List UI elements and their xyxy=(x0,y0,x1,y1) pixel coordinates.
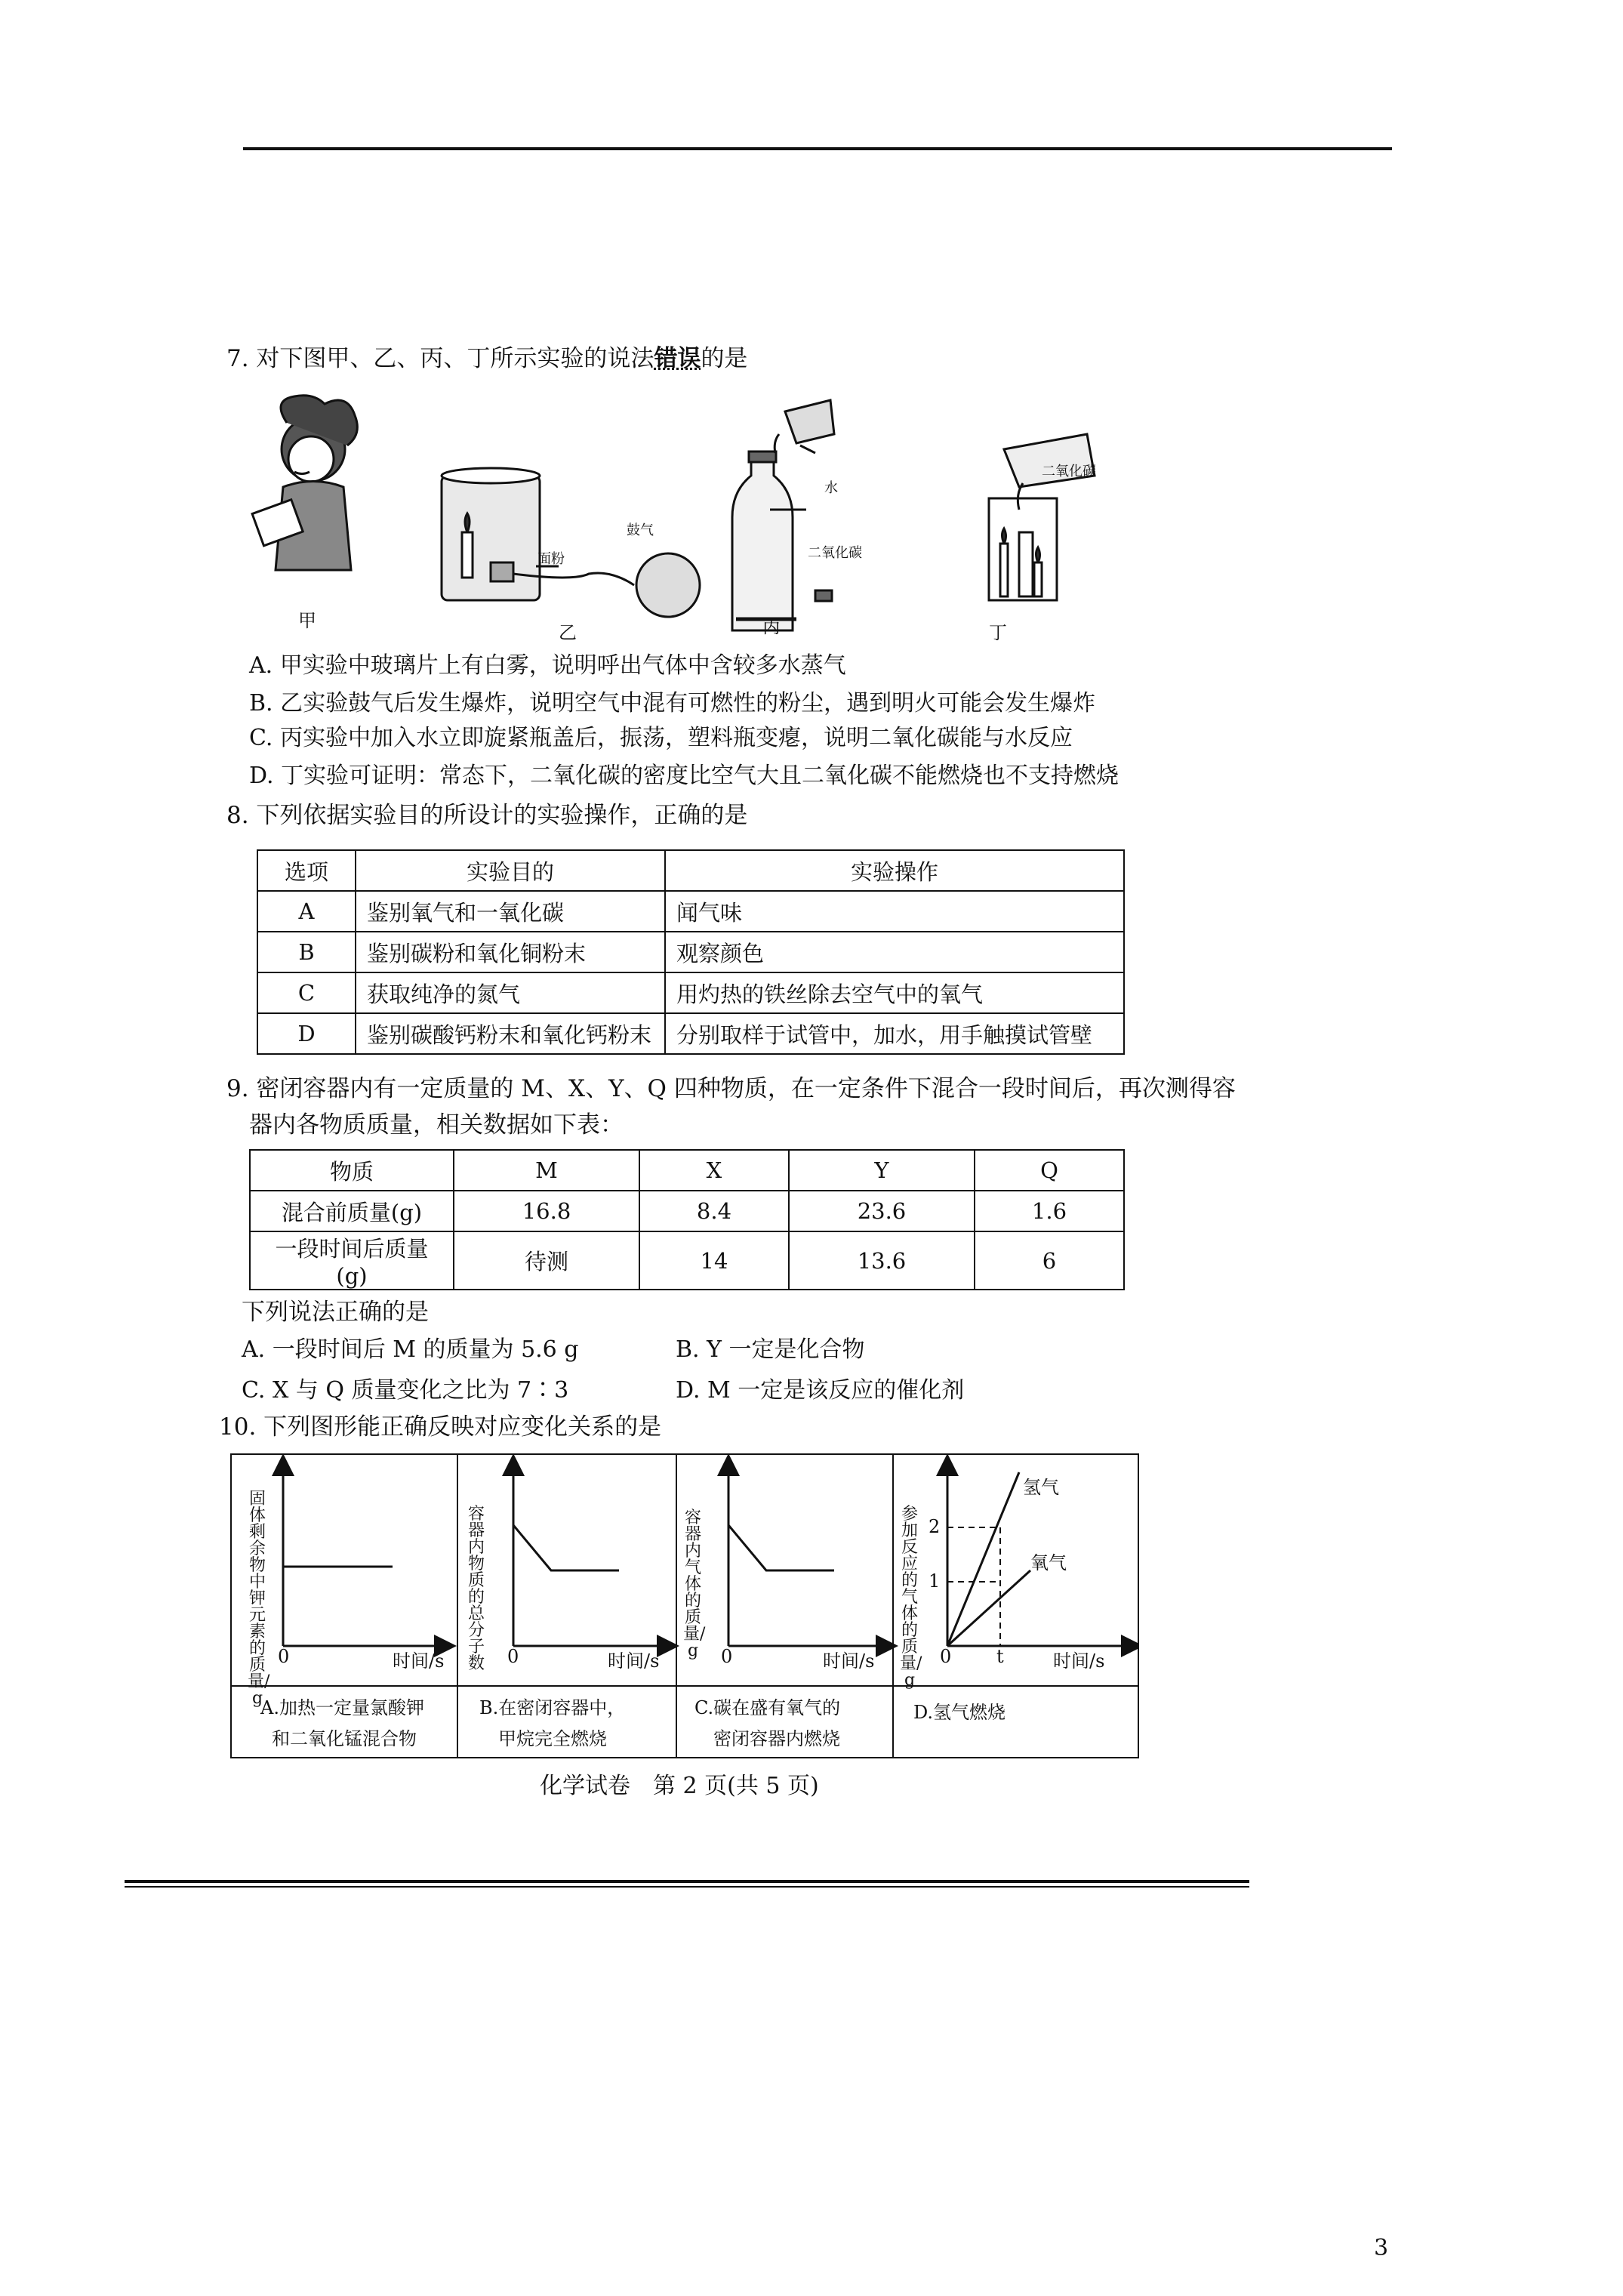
graph-c-ylabel: 容器内气体的质量/g xyxy=(683,1509,706,1660)
table-cell: 实验目的 xyxy=(356,850,665,891)
graph-d-ylabel: 参加反应的气体的质量/g xyxy=(900,1505,922,1690)
table-row xyxy=(257,972,1124,1013)
page-number: 3 xyxy=(1374,2235,1389,2261)
table-cell: D xyxy=(257,1013,356,1054)
graph-c-caption-2: 密闭容器内燃烧 xyxy=(713,1728,840,1749)
graph-c-origin: 0 xyxy=(721,1646,733,1667)
table-header-row xyxy=(250,1150,1124,1191)
figure-yi-dust-explosion xyxy=(442,468,700,617)
table-cell: 一段时间后质量(g) xyxy=(250,1231,454,1290)
table-cell: 分别取样于试管中，加水，用手触摸试管壁 xyxy=(665,1013,1124,1054)
table-cell: 用灼热的铁丝除去空气中的氧气 xyxy=(665,972,1124,1013)
q7-figures xyxy=(242,393,1193,642)
graph-c-line xyxy=(728,1525,834,1570)
graph-a-caption-2: 和二氧化锰混合物 xyxy=(272,1728,417,1749)
table-cell: 选项 xyxy=(257,850,356,891)
graph-d-hydrogen-label: 氢气 xyxy=(1023,1477,1059,1498)
graph-a-caption-1: A.加热一定量氯酸钾 xyxy=(260,1697,424,1718)
graph-b-line xyxy=(513,1525,619,1570)
graph-b-caption-1: B.在密闭容器中， xyxy=(479,1697,626,1718)
q7-stem: 7. 对下图甲、乙、丙、丁所示实验的说法错误的是 xyxy=(226,345,748,372)
table-cell: 混合前质量(g) xyxy=(250,1191,454,1231)
graph-c xyxy=(728,1465,887,1646)
fig-label-yi: 乙 xyxy=(559,622,577,643)
figure-jia-girl xyxy=(252,396,357,570)
table-cell: 观察颜色 xyxy=(665,932,1124,972)
graph-d-origin: 0 xyxy=(940,1646,952,1667)
table-cell: X xyxy=(639,1150,789,1191)
q9-option-d: D. M 一定是该反应的催化剂 xyxy=(676,1377,965,1404)
table-cell: A xyxy=(257,891,356,932)
table-cell: 实验操作 xyxy=(665,850,1124,891)
table-cell: 获取纯净的氮气 xyxy=(356,972,665,1013)
table-cell: B xyxy=(257,932,356,972)
graph-a xyxy=(283,1465,445,1646)
graph-a-xlabel: 时间/s xyxy=(393,1650,445,1672)
q8-stem: 8. 下列依据实验目的所设计的实验操作，正确的是 xyxy=(226,802,748,829)
table-header-row xyxy=(257,850,1124,891)
q9-stem-line1: 9. 密闭容器内有一定质量的 M、X、Y、Q 四种物质，在一定条件下混合一段时间后，再次测得容 xyxy=(226,1075,1236,1102)
table-cell: Q xyxy=(975,1150,1124,1191)
footer-rule xyxy=(125,1880,1249,1883)
table-row xyxy=(257,1013,1124,1054)
label-blow: 鼓气 xyxy=(627,522,654,538)
q9-option-c: C. X 与 Q 质量变化之比为 7∶3 xyxy=(242,1377,569,1404)
graph-d-tick-t: t xyxy=(996,1646,1004,1667)
q9-sub-stem: 下列说法正确的是 xyxy=(242,1299,429,1326)
graph-b-origin: 0 xyxy=(507,1646,519,1667)
q9-stem-line2: 器内各物质质量，相关数据如下表： xyxy=(249,1111,624,1139)
graph-d-ytick-2: 2 xyxy=(929,1516,941,1537)
figure-bing-bottle xyxy=(732,400,834,630)
graph-b-xlabel: 时间/s xyxy=(608,1650,660,1672)
q7-emphasis: 错误 xyxy=(654,345,701,372)
table-cell: 鉴别氧气和一氧化碳 xyxy=(356,891,665,932)
graph-a-origin: 0 xyxy=(278,1646,290,1667)
table-cell: 物质 xyxy=(250,1150,454,1191)
graph-d-ytick-1: 1 xyxy=(929,1570,941,1592)
graph-d-oxygen-label: 氧气 xyxy=(1030,1552,1067,1573)
graph-d-hydrogen-line xyxy=(947,1472,1019,1646)
q7-option-c: C. 丙实验中加入水立即旋紧瓶盖后，振荡，塑料瓶变瘪，说明二氧化碳能与水反应 xyxy=(249,725,1073,751)
header-rule xyxy=(243,147,1392,150)
graph-b xyxy=(513,1465,668,1646)
graph-d-caption-1: D.氢气燃烧 xyxy=(913,1702,1006,1723)
graph-a-ylabel: 固体剩余物中钾元素的质量/g xyxy=(248,1490,270,1708)
table-cell: 6 xyxy=(975,1231,1124,1290)
label-flour: 面粉 xyxy=(537,551,565,567)
table-cell: 鉴别碳粉和氧化铜粉末 xyxy=(356,932,665,972)
fig-label-bing: 丙 xyxy=(762,616,781,637)
table-cell: Y xyxy=(789,1150,975,1191)
q8-table xyxy=(257,849,1125,1055)
q10-stem: 10. 下列图形能正确反映对应变化关系的是 xyxy=(219,1413,662,1441)
q7-option-b: B. 乙实验鼓气后发生爆炸，说明空气中混有可燃性的粉尘，遇到明火可能会发生爆炸 xyxy=(249,690,1096,717)
table-cell: 闻气味 xyxy=(665,891,1124,932)
graph-d-xlabel: 时间/s xyxy=(1053,1650,1105,1672)
table-cell: 鉴别碳酸钙粉末和氧化钙粉末 xyxy=(356,1013,665,1054)
table-cell: 8.4 xyxy=(639,1191,789,1231)
graph-c-caption-1: C.碳在盛有氧气的 xyxy=(694,1697,841,1718)
table-row xyxy=(257,932,1124,972)
table-cell: 16.8 xyxy=(454,1191,639,1231)
table-cell: 13.6 xyxy=(789,1231,975,1290)
table-cell: 1.6 xyxy=(975,1191,1124,1231)
table-cell: 23.6 xyxy=(789,1191,975,1231)
q9-table xyxy=(249,1149,1125,1290)
fig-label-ding: 丁 xyxy=(989,622,1007,643)
footer-rule-thin xyxy=(125,1886,1249,1888)
table-row xyxy=(250,1191,1124,1231)
graph-b-ylabel: 容器内物质的总分子数 xyxy=(467,1505,485,1673)
figure-ding-beaker xyxy=(989,434,1095,600)
label-co2-bottle: 二氧化碳 xyxy=(808,545,862,561)
table-cell: C xyxy=(257,972,356,1013)
table-cell: 14 xyxy=(639,1231,789,1290)
q7-option-a: A. 甲实验中玻璃片上有白雾，说明呼出气体中含较多水蒸气 xyxy=(249,652,846,679)
q7-option-d: D. 丁实验可证明：常态下，二氧化碳的密度比空气大且二氧化碳不能燃烧也不支持燃烧 xyxy=(249,763,1119,789)
fig-label-jia: 甲 xyxy=(298,610,316,631)
q9-option-a: A. 一段时间后 M 的质量为 5.6 g xyxy=(242,1336,579,1363)
table-row xyxy=(250,1231,1124,1290)
graph-c-xlabel: 时间/s xyxy=(823,1650,875,1672)
label-water: 水 xyxy=(824,480,838,496)
table-cell: 待测 xyxy=(454,1231,639,1290)
table-cell: M xyxy=(454,1150,639,1191)
table-row xyxy=(257,891,1124,932)
graph-b-caption-2: 甲烷完全燃烧 xyxy=(498,1728,607,1749)
page-footer: 化学试卷 第 2 页(共 5 页) xyxy=(540,1773,819,1799)
label-co2-beaker: 二氧化碳 xyxy=(1042,464,1096,479)
q9-option-b: B. Y 一定是化合物 xyxy=(676,1336,865,1363)
